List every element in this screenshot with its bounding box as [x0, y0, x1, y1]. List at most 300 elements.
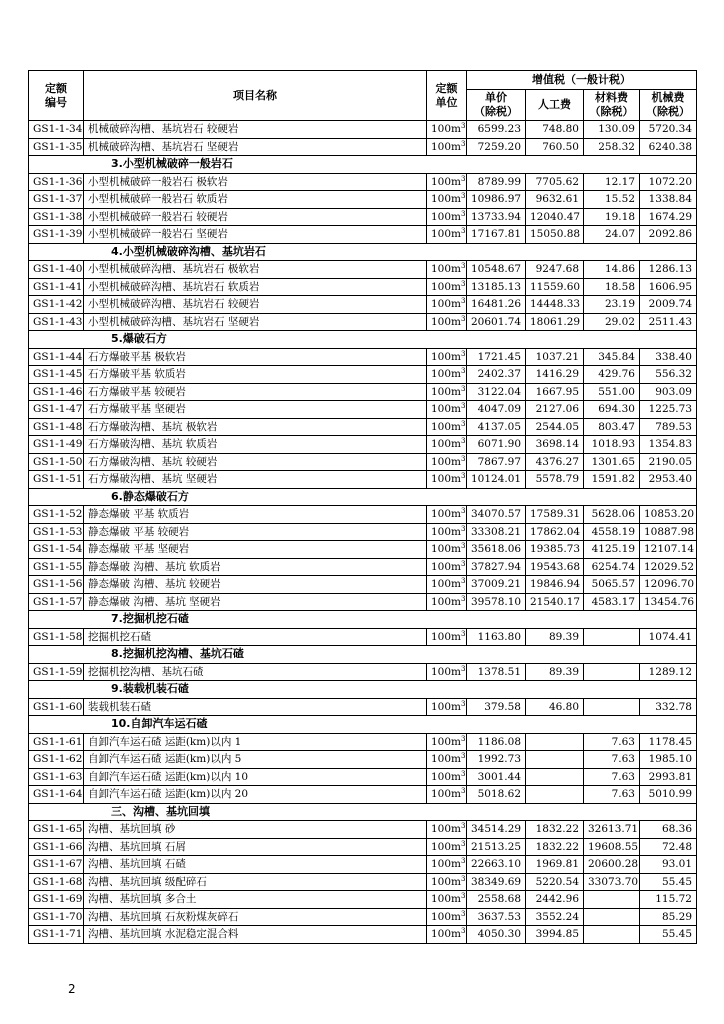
table-row [29, 523, 697, 541]
unit-text: 100m [431, 595, 461, 608]
cell-material: 130.09 [584, 121, 640, 139]
cell-name: 挖掘机挖石碴 [84, 628, 427, 646]
cell-name: 沟槽、基坑回填 石灰粉煤灰碎石 [84, 908, 427, 926]
unit-text: 100m [431, 420, 461, 433]
cell-code: GS1-1-38 [29, 208, 84, 226]
cell-price: 7867.97 [467, 453, 526, 471]
unit-text: 100m [431, 438, 461, 451]
cell-price: 7259.20 [467, 138, 526, 156]
cell-price: 37009.21 [467, 576, 526, 594]
cell-machine: 72.48 [640, 838, 697, 856]
cell-machine: 93.01 [640, 856, 697, 874]
unit-text: 100m [431, 753, 461, 766]
cell-name: 石方爆破沟槽、基坑 软质岩 [84, 436, 427, 454]
cell-machine: 5720.34 [640, 121, 697, 139]
cell-name: 静态爆破 平基 软质岩 [84, 506, 427, 524]
cell-code: GS1-1-59 [29, 663, 84, 681]
cell-machine: 55.45 [640, 926, 697, 944]
cell-labor: 46.80 [526, 698, 584, 716]
unit-superscript: 3 [461, 139, 466, 148]
unit-superscript: 3 [461, 367, 466, 376]
cell-material: 24.07 [584, 226, 640, 244]
unit-text: 100m [431, 578, 461, 591]
cell-machine: 2993.81 [640, 768, 697, 786]
cell-code: GS1-1-39 [29, 226, 84, 244]
unit-text: 100m [431, 193, 461, 206]
cell-machine: 1286.13 [640, 261, 697, 279]
cell-name: 挖掘机挖沟槽、基坑石碴 [84, 663, 427, 681]
unit-text: 100m [431, 858, 461, 871]
cell-name: 自卸汽车运石碴 运距(km)以内 1 [84, 733, 427, 751]
cell-name: 沟槽、基坑回填 级配碎石 [84, 873, 427, 891]
cell-name: 机械破碎沟槽、基坑岩石 坚硬岩 [84, 138, 427, 156]
unit-superscript: 3 [461, 909, 466, 918]
cell-name: 装载机装石碴 [84, 698, 427, 716]
cell-machine: 10853.20 [640, 506, 697, 524]
cell-labor: 2544.05 [526, 418, 584, 436]
cell-material: 15.52 [584, 191, 640, 209]
cell-name: 自卸汽车运石碴 运距(km)以内 20 [84, 786, 427, 804]
cell-unit [427, 768, 467, 786]
cell-material: 5628.06 [584, 506, 640, 524]
cell-material: 19.18 [584, 208, 640, 226]
unit-superscript: 3 [461, 822, 466, 831]
unit-superscript: 3 [461, 419, 466, 428]
cell-labor: 19543.68 [526, 558, 584, 576]
cell-name: 小型机械破碎沟槽、基坑岩石 极软岩 [84, 261, 427, 279]
cell-material: 20600.28 [584, 856, 640, 874]
cell-unit [427, 891, 467, 909]
unit-text: 100m [431, 840, 461, 853]
section-title: 三、沟槽、基坑回填 [29, 803, 697, 821]
unit-superscript: 3 [461, 594, 466, 603]
unit-superscript: 3 [461, 542, 466, 551]
cell-price: 39578.10 [467, 593, 526, 611]
cell-name: 机械破碎沟槽、基坑岩石 较硬岩 [84, 121, 427, 139]
cell-material: 1301.65 [584, 453, 640, 471]
unit-text: 100m [431, 350, 461, 363]
cell-machine: 1289.12 [640, 663, 697, 681]
cell-code: GS1-1-60 [29, 698, 84, 716]
header-material: 材料费 （除税） [584, 90, 640, 121]
cell-code: GS1-1-62 [29, 751, 84, 769]
cell-material: 32613.71 [584, 821, 640, 839]
cell-labor: 18061.29 [526, 313, 584, 331]
cell-price: 6599.23 [467, 121, 526, 139]
unit-superscript: 3 [461, 314, 466, 323]
table-row [29, 733, 697, 751]
cell-material: 18.58 [584, 278, 640, 296]
cell-code: GS1-1-40 [29, 261, 84, 279]
table-row [29, 401, 697, 419]
cell-labor [526, 768, 584, 786]
cell-material [584, 663, 640, 681]
cell-material: 551.00 [584, 383, 640, 401]
cell-price: 1992.73 [467, 751, 526, 769]
cell-code: GS1-1-37 [29, 191, 84, 209]
cell-machine: 115.72 [640, 891, 697, 909]
cell-machine: 2511.43 [640, 313, 697, 331]
section-row [29, 681, 697, 699]
unit-text: 100m [431, 543, 461, 556]
cell-unit [427, 856, 467, 874]
unit-superscript: 3 [461, 122, 466, 131]
cell-price: 33308.21 [467, 523, 526, 541]
unit-text: 100m [431, 403, 461, 416]
cell-machine: 2190.05 [640, 453, 697, 471]
cell-machine: 2092.86 [640, 226, 697, 244]
unit-text: 100m [431, 928, 461, 941]
cell-name: 静态爆破 沟槽、基坑 较硬岩 [84, 576, 427, 594]
cell-code: GS1-1-42 [29, 296, 84, 314]
cell-material: 29.02 [584, 313, 640, 331]
cell-unit [427, 138, 467, 156]
cell-name: 沟槽、基坑回填 多合土 [84, 891, 427, 909]
table-row [29, 576, 697, 594]
cell-machine: 903.09 [640, 383, 697, 401]
unit-superscript: 3 [461, 454, 466, 463]
cell-code: GS1-1-61 [29, 733, 84, 751]
cell-machine: 1074.41 [640, 628, 697, 646]
cell-code: GS1-1-52 [29, 506, 84, 524]
table-row [29, 418, 697, 436]
unit-superscript: 3 [461, 507, 466, 516]
cell-code: GS1-1-69 [29, 891, 84, 909]
cell-machine: 12107.14 [640, 541, 697, 559]
table-row [29, 436, 697, 454]
cell-unit [427, 576, 467, 594]
cell-price: 20601.74 [467, 313, 526, 331]
table-row [29, 121, 697, 139]
unit-text: 100m [431, 875, 461, 888]
cell-labor: 7705.62 [526, 173, 584, 191]
cell-price: 17167.81 [467, 226, 526, 244]
cell-code: GS1-1-63 [29, 768, 84, 786]
unit-text: 100m [431, 175, 461, 188]
cell-labor: 4376.27 [526, 453, 584, 471]
header-machine: 机械费 （除税） [640, 90, 697, 121]
table-row [29, 226, 697, 244]
cell-unit [427, 173, 467, 191]
cell-unit [427, 453, 467, 471]
cell-material: 258.32 [584, 138, 640, 156]
cell-machine: 1225.73 [640, 401, 697, 419]
table-row [29, 138, 697, 156]
cell-machine: 12096.70 [640, 576, 697, 594]
cell-machine: 55.45 [640, 873, 697, 891]
unit-text: 100m [431, 788, 461, 801]
cell-name: 沟槽、基坑回填 石碴 [84, 856, 427, 874]
cell-code: GS1-1-56 [29, 576, 84, 594]
unit-superscript: 3 [461, 769, 466, 778]
cell-material: 4558.19 [584, 523, 640, 541]
cell-code: GS1-1-65 [29, 821, 84, 839]
unit-superscript: 3 [461, 559, 466, 568]
cell-labor: 3698.14 [526, 436, 584, 454]
cell-unit [427, 873, 467, 891]
cell-name: 石方爆破沟槽、基坑 较硬岩 [84, 453, 427, 471]
table-row [29, 348, 697, 366]
cell-code: GS1-1-70 [29, 908, 84, 926]
unit-superscript: 3 [461, 734, 466, 743]
table-row [29, 558, 697, 576]
unit-superscript: 3 [461, 227, 466, 236]
cell-unit [427, 348, 467, 366]
quota-price-table [28, 70, 697, 944]
cell-labor: 2127.06 [526, 401, 584, 419]
cell-name: 静态爆破 沟槽、基坑 坚硬岩 [84, 593, 427, 611]
cell-machine: 1072.20 [640, 173, 697, 191]
section-row [29, 803, 697, 821]
unit-text: 100m [431, 455, 461, 468]
cell-machine: 1606.95 [640, 278, 697, 296]
unit-text: 100m [431, 123, 461, 136]
unit-superscript: 3 [461, 787, 466, 796]
cell-name: 石方爆破沟槽、基坑 极软岩 [84, 418, 427, 436]
cell-price: 4050.30 [467, 926, 526, 944]
cell-code: GS1-1-45 [29, 366, 84, 384]
unit-superscript: 3 [461, 209, 466, 218]
unit-text: 100m [431, 893, 461, 906]
cell-price: 379.58 [467, 698, 526, 716]
table-row [29, 821, 697, 839]
cell-labor: 1969.81 [526, 856, 584, 874]
cell-name: 自卸汽车运石碴 运距(km)以内 5 [84, 751, 427, 769]
cell-name: 沟槽、基坑回填 石屑 [84, 838, 427, 856]
cell-code: GS1-1-55 [29, 558, 84, 576]
section-title: 9.装载机装石碴 [29, 681, 697, 699]
cell-labor: 1832.22 [526, 821, 584, 839]
cell-code: GS1-1-49 [29, 436, 84, 454]
cell-price: 1163.80 [467, 628, 526, 646]
table-row [29, 593, 697, 611]
cell-unit [427, 471, 467, 489]
cell-machine: 2953.40 [640, 471, 697, 489]
cell-price: 35618.06 [467, 541, 526, 559]
table-row [29, 173, 697, 191]
table-row [29, 208, 697, 226]
cell-material: 803.47 [584, 418, 640, 436]
cell-price: 8789.99 [467, 173, 526, 191]
unit-text: 100m [431, 735, 461, 748]
cell-name: 静态爆破 平基 坚硬岩 [84, 541, 427, 559]
cell-name: 石方爆破平基 坚硬岩 [84, 401, 427, 419]
cell-material: 4125.19 [584, 541, 640, 559]
cell-unit [427, 296, 467, 314]
header-name: 项目名称 [84, 71, 427, 121]
cell-code: GS1-1-54 [29, 541, 84, 559]
cell-price: 4047.09 [467, 401, 526, 419]
unit-text: 100m [431, 823, 461, 836]
cell-machine: 6240.38 [640, 138, 697, 156]
unit-superscript: 3 [461, 699, 466, 708]
cell-unit [427, 278, 467, 296]
cell-material [584, 908, 640, 926]
cell-code: GS1-1-57 [29, 593, 84, 611]
unit-text: 100m [431, 280, 461, 293]
table-row [29, 191, 697, 209]
cell-name: 自卸汽车运石碴 运距(km)以内 10 [84, 768, 427, 786]
unit-superscript: 3 [461, 874, 466, 883]
cell-code: GS1-1-43 [29, 313, 84, 331]
cell-name: 石方爆破平基 较硬岩 [84, 383, 427, 401]
cell-unit [427, 208, 467, 226]
cell-price: 13185.13 [467, 278, 526, 296]
cell-unit [427, 191, 467, 209]
unit-text: 100m [431, 385, 461, 398]
cell-name: 石方爆破平基 软质岩 [84, 366, 427, 384]
cell-unit [427, 436, 467, 454]
cell-material [584, 698, 640, 716]
unit-superscript: 3 [461, 174, 466, 183]
cell-unit [427, 663, 467, 681]
table-row [29, 856, 697, 874]
cell-labor: 760.50 [526, 138, 584, 156]
unit-text: 100m [431, 210, 461, 223]
cell-unit [427, 751, 467, 769]
cell-price: 3122.04 [467, 383, 526, 401]
cell-unit [427, 121, 467, 139]
cell-price: 37827.94 [467, 558, 526, 576]
cell-material: 4583.17 [584, 593, 640, 611]
table-row [29, 278, 697, 296]
unit-superscript: 3 [461, 857, 466, 866]
cell-code: GS1-1-68 [29, 873, 84, 891]
table-row [29, 541, 697, 559]
cell-price: 16481.26 [467, 296, 526, 314]
unit-text: 100m [431, 315, 461, 328]
cell-labor: 11559.60 [526, 278, 584, 296]
cell-price: 3637.53 [467, 908, 526, 926]
table-row [29, 383, 697, 401]
cell-price: 2402.37 [467, 366, 526, 384]
cell-code: GS1-1-50 [29, 453, 84, 471]
cell-name: 石方爆破沟槽、基坑 坚硬岩 [84, 471, 427, 489]
cell-unit [427, 926, 467, 944]
cell-machine: 332.78 [640, 698, 697, 716]
cell-price: 4137.05 [467, 418, 526, 436]
cell-machine: 1674.29 [640, 208, 697, 226]
table-row [29, 926, 697, 944]
cell-unit [427, 418, 467, 436]
cell-machine: 12029.52 [640, 558, 697, 576]
cell-unit [427, 593, 467, 611]
cell-labor [526, 733, 584, 751]
cell-code: GS1-1-67 [29, 856, 84, 874]
cell-machine: 1338.84 [640, 191, 697, 209]
cell-unit [427, 821, 467, 839]
section-row [29, 243, 697, 261]
cell-unit [427, 558, 467, 576]
unit-text: 100m [431, 473, 461, 486]
cell-machine: 338.40 [640, 348, 697, 366]
section-title: 10.自卸汽车运石碴 [29, 716, 697, 734]
section-title: 7.挖掘机挖石碴 [29, 611, 697, 629]
cell-unit [427, 506, 467, 524]
cell-material: 7.63 [584, 786, 640, 804]
table-row [29, 908, 697, 926]
unit-superscript: 3 [461, 892, 466, 901]
cell-unit [427, 698, 467, 716]
cell-name: 小型机械破碎沟槽、基坑岩石 软质岩 [84, 278, 427, 296]
cell-code: GS1-1-46 [29, 383, 84, 401]
cell-unit [427, 628, 467, 646]
unit-superscript: 3 [461, 927, 466, 936]
cell-code: GS1-1-58 [29, 628, 84, 646]
section-row [29, 331, 697, 349]
cell-material: 33073.70 [584, 873, 640, 891]
unit-superscript: 3 [461, 577, 466, 586]
cell-material: 7.63 [584, 751, 640, 769]
cell-name: 小型机械破碎沟槽、基坑岩石 较硬岩 [84, 296, 427, 314]
table-row [29, 313, 697, 331]
header-code: 定额 编号 [29, 71, 84, 121]
table-row [29, 261, 697, 279]
cell-material: 1018.93 [584, 436, 640, 454]
cell-labor: 19846.94 [526, 576, 584, 594]
cell-labor: 1416.29 [526, 366, 584, 384]
cell-material: 23.19 [584, 296, 640, 314]
unit-text: 100m [431, 560, 461, 573]
table-row [29, 786, 697, 804]
header-unit: 定额 单位 [427, 71, 467, 121]
cell-price: 2558.68 [467, 891, 526, 909]
unit-superscript: 3 [461, 664, 466, 673]
cell-labor: 89.39 [526, 628, 584, 646]
cell-material [584, 628, 640, 646]
cell-name: 静态爆破 平基 较硬岩 [84, 523, 427, 541]
table-row [29, 506, 697, 524]
cell-machine: 1178.45 [640, 733, 697, 751]
table-body [29, 121, 697, 944]
cell-labor: 14448.33 [526, 296, 584, 314]
cell-material: 12.17 [584, 173, 640, 191]
cell-material [584, 891, 640, 909]
header-labor: 人工费 [526, 90, 584, 121]
unit-text: 100m [431, 508, 461, 521]
header-price: 单价 （除税） [467, 90, 526, 121]
cell-unit [427, 383, 467, 401]
unit-superscript: 3 [461, 839, 466, 848]
cell-code: GS1-1-36 [29, 173, 84, 191]
cell-labor: 3994.85 [526, 926, 584, 944]
section-title: 5.爆破石方 [29, 331, 697, 349]
cell-labor: 5578.79 [526, 471, 584, 489]
cell-labor: 17862.04 [526, 523, 584, 541]
cell-labor: 19385.73 [526, 541, 584, 559]
unit-text: 100m [431, 368, 461, 381]
cell-name: 石方爆破平基 极软岩 [84, 348, 427, 366]
cell-code: GS1-1-47 [29, 401, 84, 419]
cell-name: 小型机械破碎一般岩石 坚硬岩 [84, 226, 427, 244]
cell-unit [427, 733, 467, 751]
unit-superscript: 3 [461, 752, 466, 761]
unit-text: 100m [431, 298, 461, 311]
cell-name: 小型机械破碎一般岩石 软质岩 [84, 191, 427, 209]
cell-material [584, 926, 640, 944]
cell-price: 1378.51 [467, 663, 526, 681]
table-row [29, 751, 697, 769]
cell-unit [427, 523, 467, 541]
cell-name: 静态爆破 沟槽、基坑 软质岩 [84, 558, 427, 576]
table-row [29, 891, 697, 909]
table-row [29, 296, 697, 314]
table-row [29, 628, 697, 646]
cell-labor [526, 786, 584, 804]
section-row [29, 646, 697, 664]
cell-material: 6254.74 [584, 558, 640, 576]
cell-code: GS1-1-41 [29, 278, 84, 296]
